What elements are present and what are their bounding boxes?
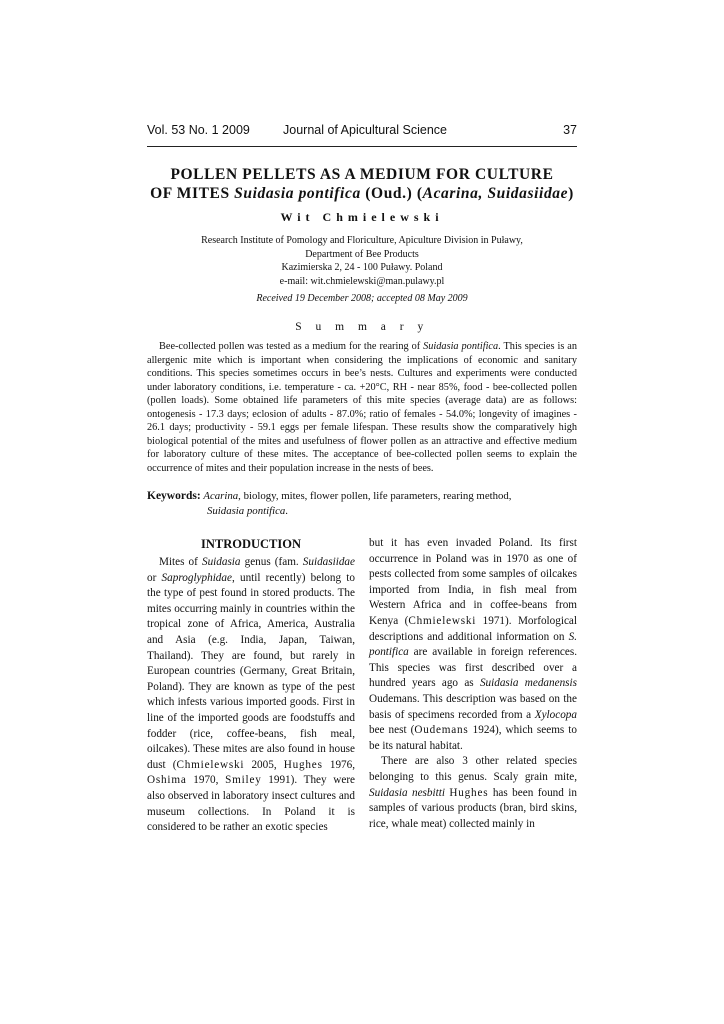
article-title bbox=[100, 165, 624, 203]
section-heading-introduction: INTRODUCTION bbox=[200, 537, 301, 551]
title-species: Suidasia pontifica bbox=[234, 185, 361, 202]
title-taxa: Acarina, Suidasiidae bbox=[422, 185, 569, 202]
intro-paragraph-2: There are also 3 other related species belonging to this genus. Scaly grain mite, Suidasia nesbitti Hughes has been found in samples of various products (bran, bird skins, rice, whale meat) collected mainly in bbox=[369, 755, 578, 830]
affiliation-line: Research Institute of Pomology and Floriculture, Apiculture Division in Puławy, bbox=[201, 235, 523, 246]
abstract-species: Suidasia pontifica bbox=[423, 341, 499, 352]
title-line-1: POLLEN PELLETS AS A MEDIUM FOR CULTURE bbox=[170, 166, 554, 183]
intro-paragraph-1: Mites of Suidasia genus (fam. Suidasiidae or Saproglyphidae, until recently) belong to the type of pest found in stored products. The mites occurring mainly in countries within the tropical zone of Africa, America, Australia and Asia (e.g. India, Japan, Taiwan, Thailand). They are found, but rarely in European countries (Germany, Great Britain, Poland). They are known as type of the pest which infests various imported goods. First in line of the imported goods are foodstuffs and fodder (rice, coffee-beans, fish meal, oilcakes). These mites are also found in house dust (Chmielewski 2005, Hughes 1976, Oshima 1970, Smiley 1991). They were also observed in laboratory insect cultures and museum collections. In Poland it is considered to be rather an exotic species bbox=[147, 556, 356, 834]
summary-heading: S u m m a r y bbox=[295, 321, 429, 333]
affiliation-email: e-mail: wit.chmielewski@man.pulawy.pl bbox=[279, 275, 445, 287]
abstract-text: Bee-collected pollen was tested as a medium for the rearing of Suidasia pontifica. This species is an allergenic mite which is important when considering the implications of economic and sanitary conditions. This species sometimes occurs in bee’s nests. Cultures and experiments were conducted under laboratory conditions, i.e. temperature - ca. +20°C, RH - near 85%, food - bee-collected pollen (pollen loads). Some obtained life parameters of this mite species (average data) are as follows: ontogenesis - 17.3 days; eclosion of adults - 87.0%; ratio of females - 54.0%; longevity of imagines - 26.1 days; productivity - 59.1 eggs per female lifespan. These results show the comparatively high biological potential of the mites and usefulness of flower pollen as an attractive and effective medium for laboratory culture of these mites. The acceptance of bee-collected pollen seems to explain the occurrence of mites and their population increase in the nests of bees. bbox=[147, 341, 577, 474]
affiliation-line: Department of Bee Products bbox=[305, 248, 419, 260]
running-header bbox=[147, 123, 577, 141]
column-left bbox=[147, 536, 355, 836]
title-line-2: OF MITES Suidasia pontifica (Oud.) (Acarina, Suidasiidae) bbox=[150, 185, 574, 202]
affiliation-line: Kazimierska 2, 24 - 100 Puławy. Poland bbox=[281, 262, 443, 273]
keywords-label: Keywords: bbox=[147, 490, 201, 502]
volume-label: Vol. 53 No. 1 2009 bbox=[147, 123, 250, 137]
keywords: Keywords: Acarina, biology, mites, flower pollen, life parameters, rearing method, Suidasia pontifica. bbox=[147, 490, 512, 517]
page-number: 37 bbox=[563, 123, 577, 137]
received-date: Received 19 December 2008; accepted 08 May 2009 bbox=[256, 293, 468, 304]
journal-name: Journal of Apicultural Science bbox=[283, 123, 447, 137]
header-rule bbox=[147, 146, 577, 147]
affiliation-block bbox=[147, 234, 577, 288]
column-right bbox=[369, 536, 577, 832]
intro-paragraph-1-continued: but it has even invaded Poland. Its first occurrence in Poland was in 1970 as one of pests collected from some samples of oilcakes imported from India, in fish meal from Western Africa and in coffee-beans from Kenya (Chmielewski 1971). Morfological descriptions and additional information on S. pontifica are available in foreign references. This species was first described over a hundred years ago as Suidasia medanensis Oudemans. This description was based on the basis of specimens recorded from a Xylocopa bee nest (Oudemans 1924), which seems to be its natural habitat. bbox=[369, 537, 577, 752]
author-name: Wit Chmielewski bbox=[280, 210, 444, 224]
